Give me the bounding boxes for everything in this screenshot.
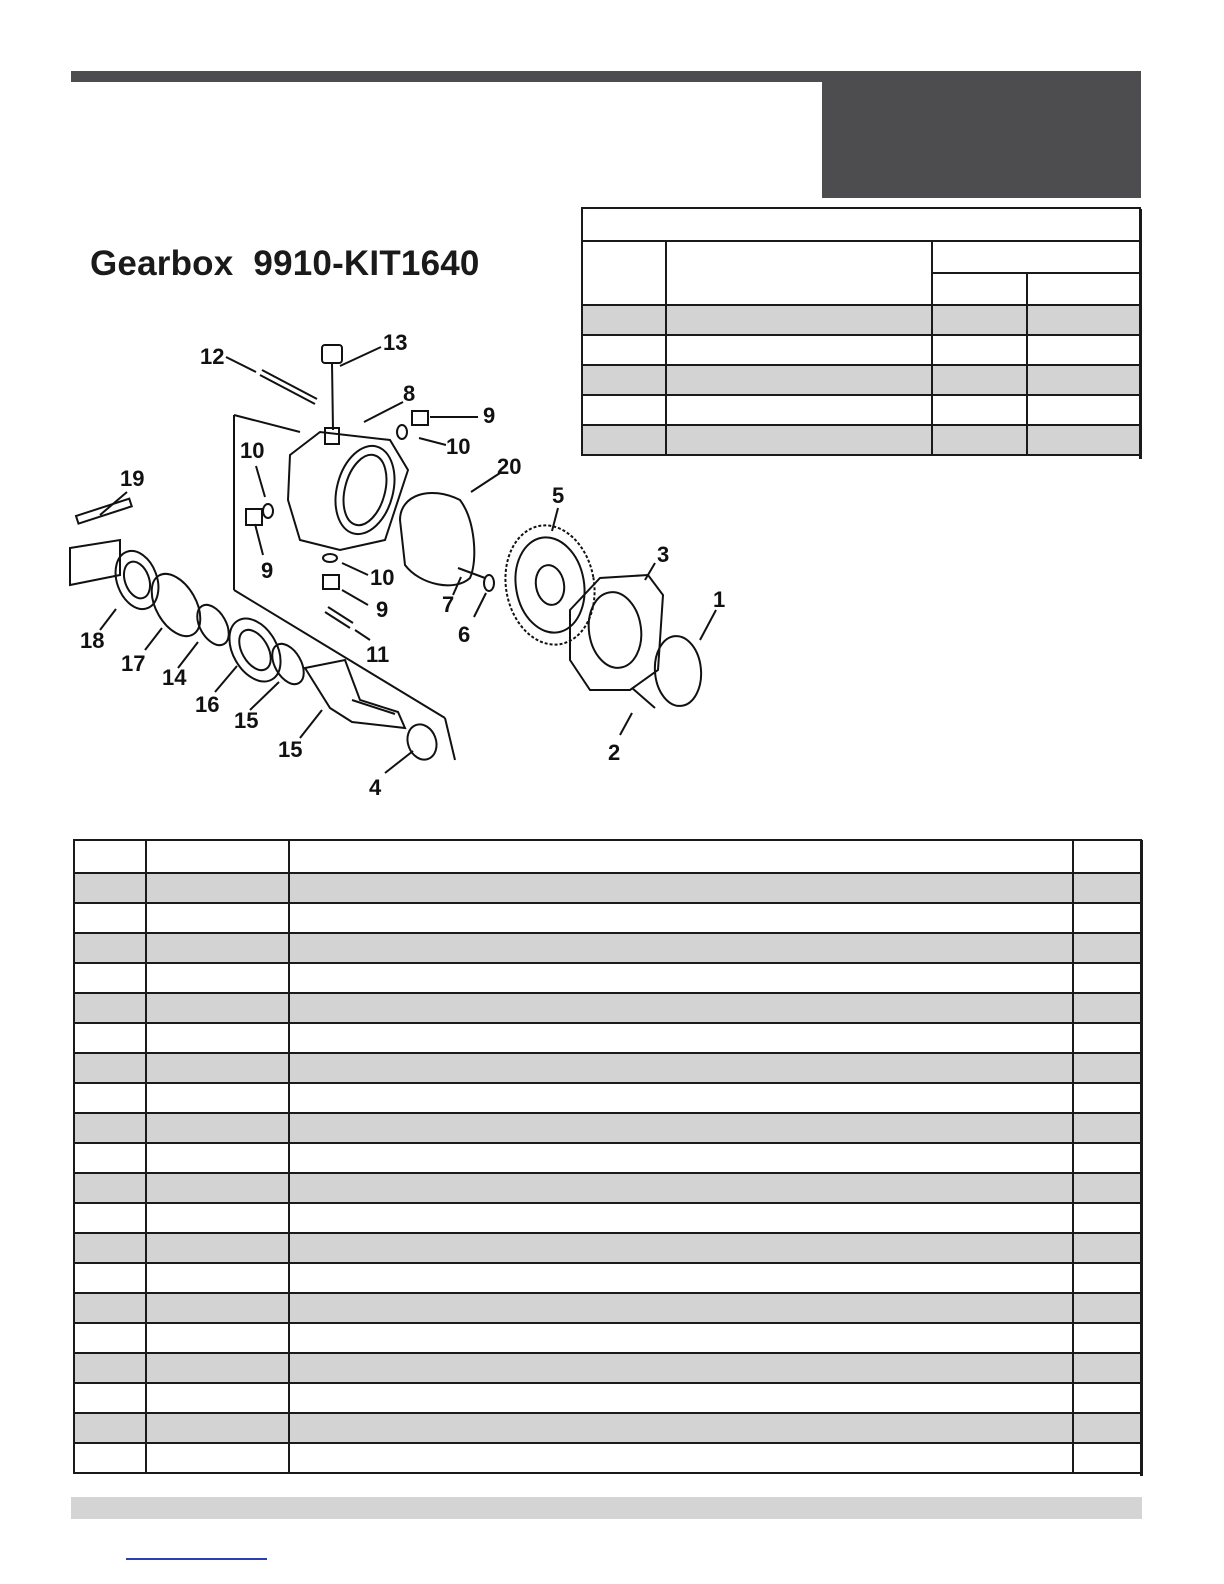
callout-9: 9 <box>376 597 389 622</box>
table-row <box>74 963 1141 993</box>
kit-header-cell <box>932 273 1027 305</box>
kit-number: 9910-KIT1640 <box>253 244 480 283</box>
table-row <box>74 1203 1141 1233</box>
callout-20: 20 <box>497 454 522 479</box>
table-row <box>74 933 1141 963</box>
callout-17: 17 <box>121 651 146 676</box>
title-text: Gearbox <box>90 244 234 283</box>
callout-18: 18 <box>80 628 105 653</box>
callout-7: 7 <box>442 592 455 617</box>
table-row <box>74 1383 1141 1413</box>
table-row <box>74 1173 1141 1203</box>
table-row <box>74 1353 1141 1383</box>
callout-19: 19 <box>120 466 145 491</box>
callout-15: 14 <box>162 665 187 690</box>
callout-9: 9 <box>261 558 274 583</box>
table-row <box>74 1083 1141 1113</box>
callout-4: 4 <box>369 775 382 800</box>
kit-header-cell <box>1027 273 1140 305</box>
table-row <box>74 1413 1141 1443</box>
table-row <box>74 1293 1141 1323</box>
callout-14: 15 <box>278 737 303 762</box>
header-rule <box>71 71 1141 82</box>
kit-header-cell <box>932 241 1140 273</box>
diagram-linework <box>70 345 716 773</box>
kit-table-title-cell <box>582 208 1140 241</box>
callout-6: 6 <box>458 622 471 647</box>
page-title <box>90 244 480 284</box>
kit-table-title-row <box>582 208 1140 241</box>
footer-link[interactable] <box>126 1558 267 1560</box>
callout-16: 16 <box>195 692 220 717</box>
callout-11: 11 <box>366 642 390 667</box>
table-row <box>74 903 1141 933</box>
table-row <box>74 1023 1141 1053</box>
callout-1: 1 <box>713 587 726 612</box>
kit-table-header-row <box>582 241 1140 273</box>
callout-2: 2 <box>608 740 621 765</box>
callout-13: 13 <box>383 330 408 355</box>
table-row <box>74 873 1141 903</box>
table-row <box>74 1443 1141 1473</box>
exploded-view-diagram <box>60 320 740 810</box>
callout-8: 8 <box>403 381 416 406</box>
footer-bar <box>71 1497 1142 1519</box>
table-row <box>74 1233 1141 1263</box>
parts-table <box>73 839 1142 1474</box>
kit-table-shadow <box>1139 209 1142 459</box>
kit-header-cell <box>666 241 932 305</box>
table-row <box>74 1053 1141 1083</box>
callout-3: 3 <box>657 542 670 567</box>
callout-12: 12 <box>200 344 225 369</box>
callout-15: 15 <box>234 708 259 733</box>
parts-table-header-row <box>74 840 1141 873</box>
header-block <box>822 82 1141 198</box>
callout-10: 10 <box>240 438 265 463</box>
callout-5: 5 <box>552 483 565 508</box>
table-row <box>74 993 1141 1023</box>
table-row <box>74 1263 1141 1293</box>
kit-header-cell <box>582 241 666 305</box>
callout-10: 10 <box>370 565 395 590</box>
parts-table-shadow <box>1140 840 1143 1476</box>
callout-9: 9 <box>483 403 496 428</box>
table-row <box>74 1143 1141 1173</box>
table-row <box>74 1113 1141 1143</box>
table-row <box>74 1323 1141 1353</box>
callout-10: 10 <box>446 434 471 459</box>
